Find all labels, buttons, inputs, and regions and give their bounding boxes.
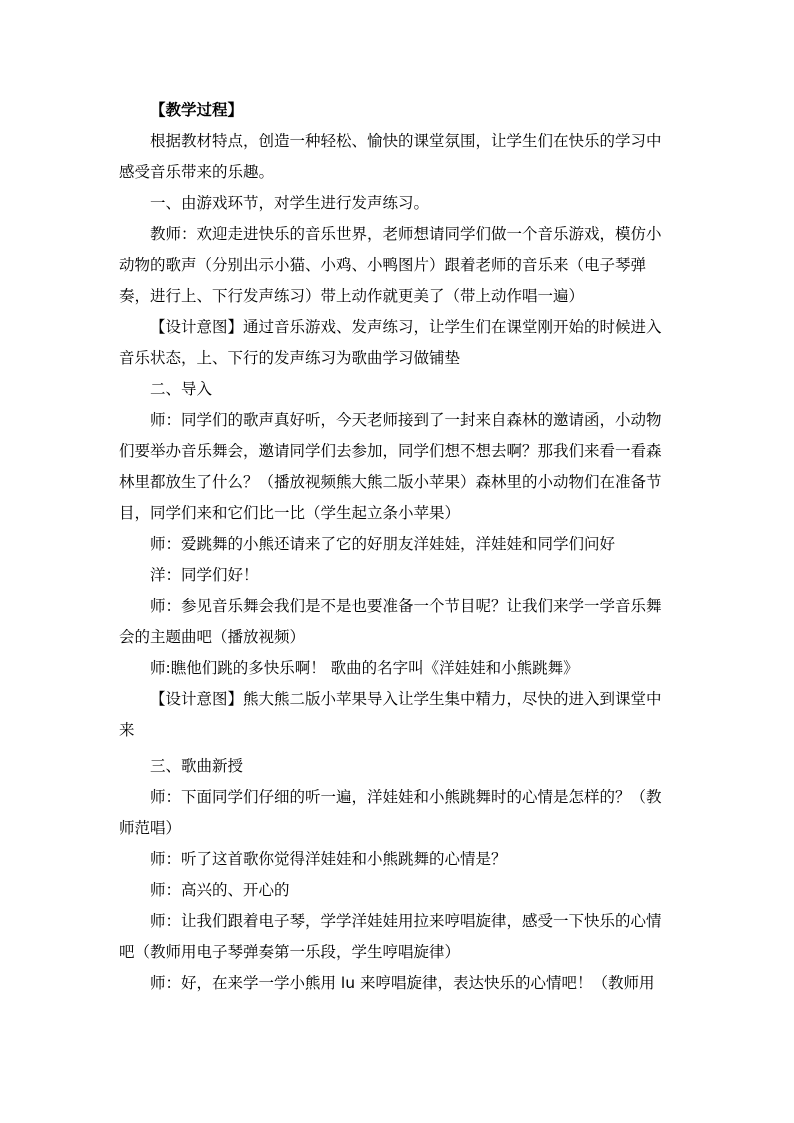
paragraph-design-intent-1: 【设计意图】通过音乐游戏、发声练习，让学生们在课堂刚开始的时候进入音乐状态，上、下行的发声练习为歌曲学习做铺垫 xyxy=(119,318,662,367)
paragraph-song-name: 师:瞧他们跳的多快乐啊！ 歌曲的名字叫《洋娃娃和小熊跳舞》 xyxy=(150,659,579,677)
paragraph-intro: 根据教材特点，创造一种轻松、愉快的课堂氛围，让学生们在快乐的学习中感受音乐带来的乐趣。 xyxy=(119,132,662,181)
paragraph-teacher-game: 教师：欢迎走进快乐的音乐世界，老师想请同学们做一个音乐游戏，模仿小动物的歌声（分别出示小猫、小鸡、小鸭图片）跟着老师的音乐来（电子琴弹奏，进行上、下行发声练习）带上动作就更美了（带上动作唱一遍） xyxy=(119,225,662,305)
paragraph-teacher-bear: 师：爱跳舞的小熊还请来了它的好朋友洋娃娃，洋娃娃和同学们问好 xyxy=(150,535,616,553)
paragraph-teacher-answer: 师：高兴的、开心的 xyxy=(150,881,290,899)
paragraph-teacher-listen: 师：下面同学们仔细的听一遍，洋娃娃和小熊跳舞时的心情是怎样的？（教师范唱） xyxy=(119,788,662,837)
paragraph-teacher-question: 师：听了这首歌你觉得洋娃娃和小熊跳舞的心情是？ xyxy=(150,850,507,868)
paragraph-doll-greeting: 洋：同学们好！ xyxy=(150,566,259,584)
paragraph-step-three-title: 三、歌曲新授 xyxy=(150,757,244,775)
document-body xyxy=(119,95,675,999)
paragraph-teacher-invitation: 师：同学们的歌声真好听，今天老师接到了一封来自森林的邀请函，小动物们要举办音乐舞会，邀请同学们去参加，同学们想不想去啊？那我们来看一看森林里都放生了什么？（播放视频熊大熊二版小苹果）森林里的小动物们在准备节目，同学们来和它们比一比（学生起立条小苹果） xyxy=(119,411,662,522)
section-heading: 【教学过程】 xyxy=(150,101,244,119)
paragraph-teacher-prepare: 师：参见音乐舞会我们是不是也要准备一个节目呢？让我们来学一学音乐舞会的主题曲吧（播放视频） xyxy=(119,597,662,646)
paragraph-step-two-title: 二、导入 xyxy=(150,380,213,398)
paragraph-step-one-title: 一、由游戏环节，对学生进行发声练习。 xyxy=(150,194,430,212)
paragraph-teacher-lu: 师：好，在来学一学小熊用 lu 来哼唱旋律，表达快乐的心情吧！（教师用 xyxy=(150,974,655,992)
paragraph-design-intent-2: 【设计意图】熊大熊二版小苹果导入让学生集中精力，尽快的进入到课堂中来 xyxy=(119,690,662,739)
paragraph-teacher-keyboard: 师：让我们跟着电子琴，学学洋娃娃用拉来哼唱旋律，感受一下快乐的心情吧（教师用电子琴弹奏第一乐段，学生哼唱旋律） xyxy=(119,912,662,961)
